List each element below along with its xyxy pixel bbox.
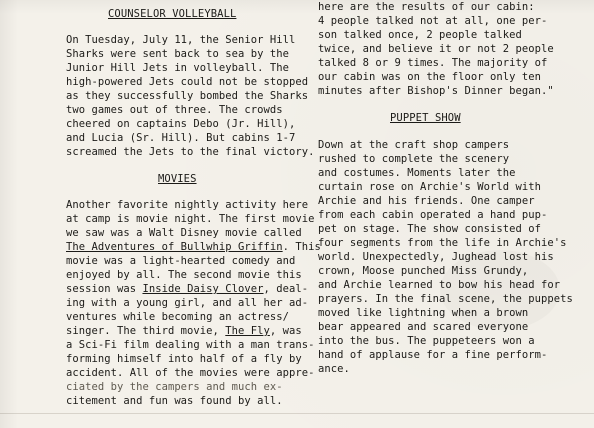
movies-line-text: , was xyxy=(269,325,302,337)
puppet-show-line: prayers. In the final scene, the puppets xyxy=(318,293,573,305)
puppet-show-line: moved like lightning when a brown xyxy=(318,307,529,319)
cabin-results-line: talked 8 or 9 times. The majority of xyxy=(318,57,548,69)
puppet-show-line: rushed to complete the scenery xyxy=(318,153,510,165)
movies-line-with-title xyxy=(66,324,302,338)
movies-line-with-title xyxy=(66,282,308,296)
movies-line: ventures while becoming an actress/ xyxy=(66,311,290,323)
volleyball-line: On Tuesday, July 11, the Senior Hill xyxy=(66,34,296,46)
cabin-results-line: twice, and believe it or not 2 people xyxy=(318,43,554,55)
movie-title-the-fly: The Fly xyxy=(225,325,270,337)
movies-line: ing with a young girl, and all her ad- xyxy=(66,297,309,309)
puppet-show-line: bear appeared and scared everyone xyxy=(318,321,529,333)
volleyball-line: high-powered Jets could not be stopped xyxy=(66,76,309,88)
puppet-show-line: crown, Moose punched Miss Grundy, xyxy=(318,265,529,277)
puppet-show-line: Archie and his friends. One camper xyxy=(318,195,535,207)
puppet-show-line: from each cabin operated a hand pup- xyxy=(318,209,548,221)
volleyball-line: as they successfully bombed the Sharks xyxy=(66,90,309,102)
volleyball-line: two games out of three. The crowds xyxy=(66,104,283,116)
movies-line-text: session was xyxy=(66,283,143,295)
movies-line: we saw was a Walt Disney movie called xyxy=(66,227,302,239)
movies-line: citement and fun was found by all. xyxy=(66,395,283,407)
cabin-results-line: son talked once, 2 people talked xyxy=(318,29,522,41)
volleyball-line: Junior Hill Jets in volleyball. The xyxy=(66,62,290,74)
cabin-results-line: here are the results of our cabin: xyxy=(318,1,535,13)
movies-line: Another favorite nightly activity here xyxy=(66,199,309,211)
volleyball-line: Sharks were sent back to sea by the xyxy=(66,48,290,60)
puppet-show-line: ance. xyxy=(318,363,350,375)
cabin-results-line: our cabin was on the floor only ten xyxy=(318,71,542,83)
movie-title-inside-daisy-clover: Inside Daisy Clover xyxy=(142,283,264,295)
movies-heading: MOVIES xyxy=(158,173,197,185)
puppet-show-line: and costumes. Moments later the xyxy=(318,167,516,179)
volleyball-line: cheered on captains Debo (Jr. Hill), xyxy=(66,118,296,130)
puppet-show-line: world. Unexpectedly, Jughead lost his xyxy=(318,251,554,263)
page-fold-line xyxy=(0,413,594,414)
puppet-show-line: curtain rose on Archie's World with xyxy=(318,181,542,193)
puppet-show-line: hand of applause for a fine perform- xyxy=(318,349,548,361)
movies-line: enjoyed by all. The second movie this xyxy=(66,269,302,281)
movies-line-text: , deal- xyxy=(263,283,309,295)
movies-line-with-title xyxy=(66,240,321,254)
puppet-show-heading: PUPPET SHOW xyxy=(390,112,461,124)
puppet-show-line: pet on stage. The show consisted of xyxy=(318,223,542,235)
puppet-show-line: four segments from the life in Archie's xyxy=(318,237,567,249)
movies-line: movie was a light-hearted comedy and xyxy=(66,255,296,267)
puppet-show-line: into the bus. The puppeteers won a xyxy=(318,335,535,347)
volleyball-line: screamed the Jets to the final victory. xyxy=(66,146,315,158)
puppet-show-line: and Archie learned to bow his head for xyxy=(318,279,561,291)
movie-title-bullwhip-griffin: The Adventures of Bullwhip Griffin xyxy=(66,241,283,253)
movies-line: accident. All of the movies were appre- xyxy=(66,367,315,379)
movies-line: a Sci-Fi film dealing with a man trans- xyxy=(66,339,315,351)
movies-line-text: singer. The third movie, xyxy=(66,325,226,337)
movies-line: at camp is movie night. The first movie xyxy=(66,213,315,225)
volleyball-line: and Lucia (Sr. Hill). But cabins 1-7 xyxy=(66,132,296,144)
movies-line: forming himself into half of a fly by xyxy=(66,353,302,365)
counselor-volleyball-heading: COUNSELOR VOLLEYBALL xyxy=(108,8,237,20)
movies-line-text: . This xyxy=(282,241,321,253)
puppet-show-line: Down at the craft shop campers xyxy=(318,139,510,151)
movies-line: ciated by the campers and much ex- xyxy=(66,381,283,393)
cabin-results-line: 4 people talked not at all, one per- xyxy=(318,15,548,27)
cabin-results-line: minutes after Bishop's Dinner began." xyxy=(318,85,554,97)
